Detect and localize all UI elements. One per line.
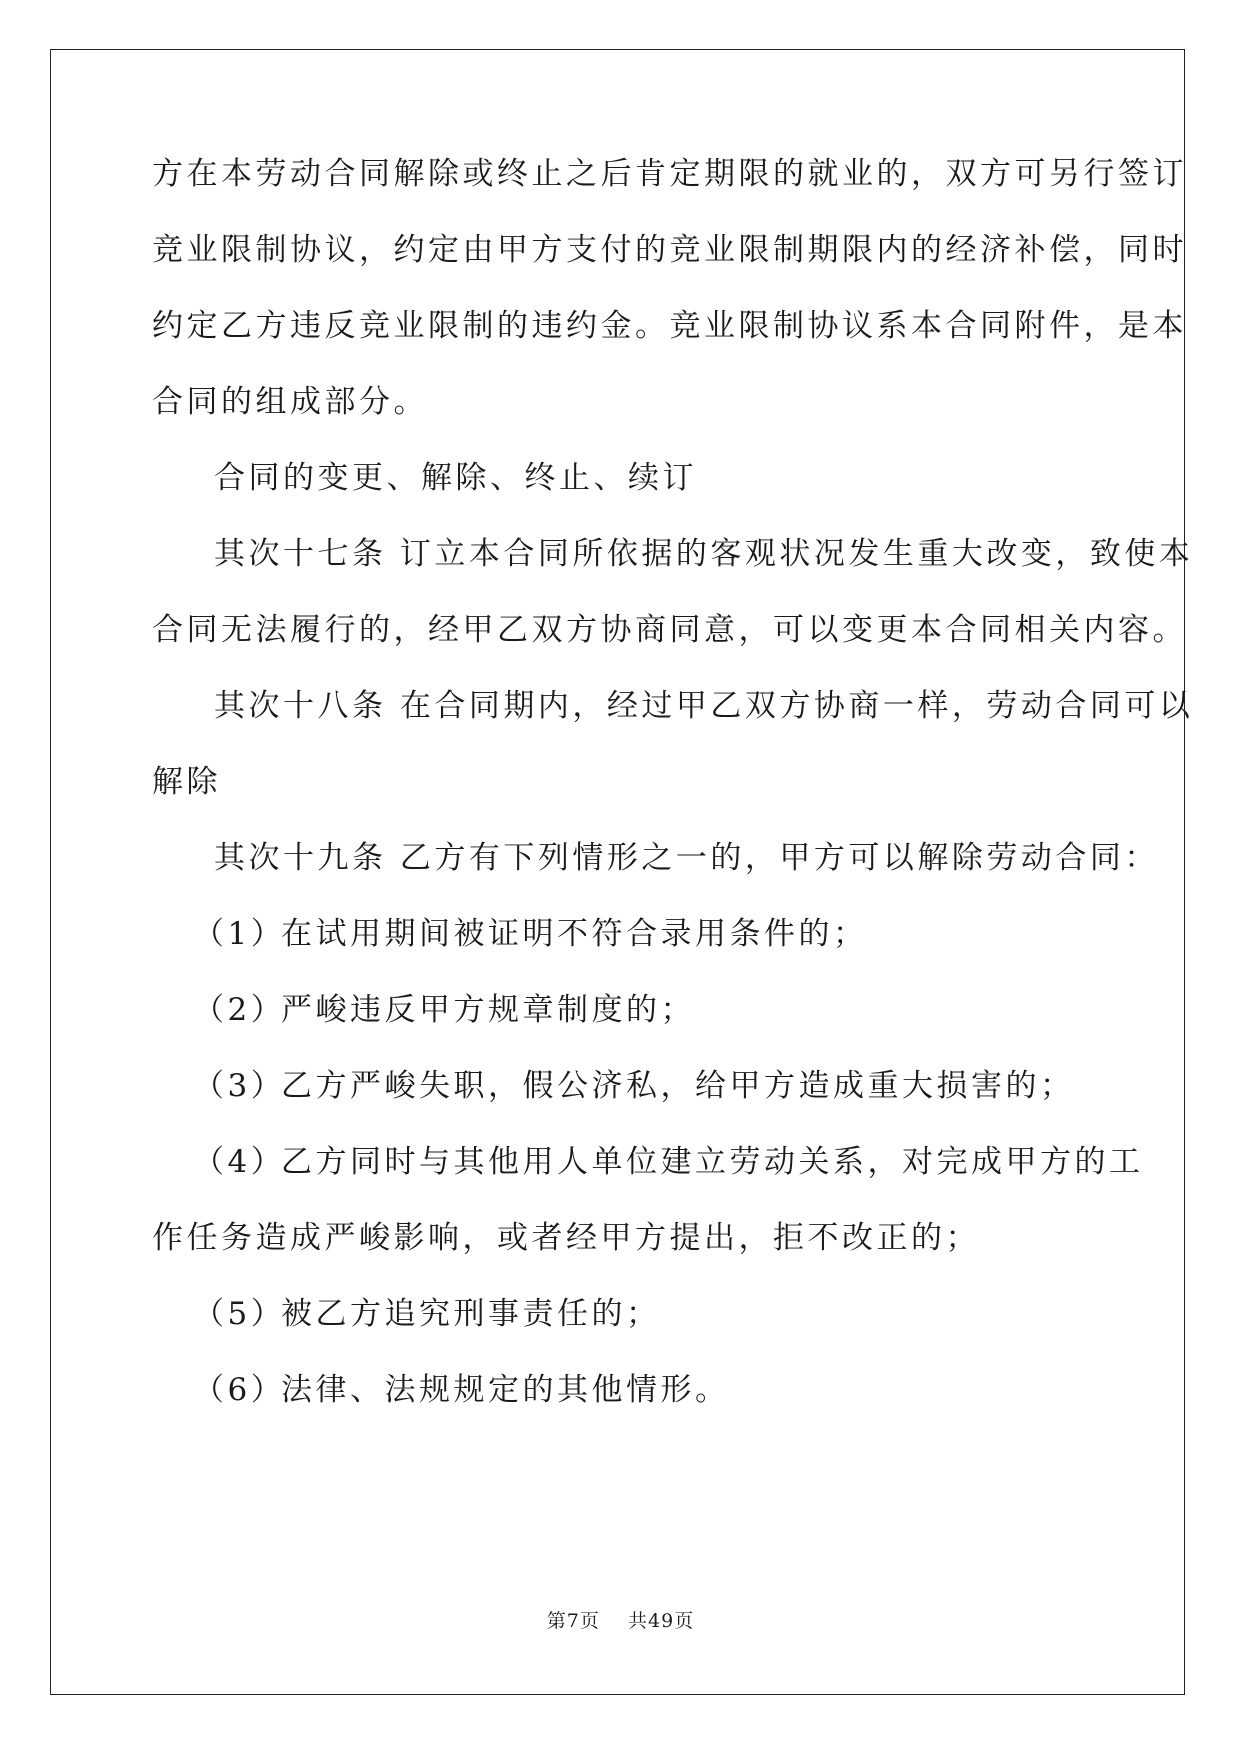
list-item-number: （2） <box>193 992 286 1028</box>
list-item <box>193 914 868 954</box>
paragraph-line: 解除 <box>152 764 221 800</box>
list-item-text: 在试用期间被证明不符合录用条件的； <box>281 916 868 952</box>
paragraph-line: 约定乙方违反竞业限制的违约金。竞业限制协议系本合同附件，是本 <box>152 308 1187 344</box>
paragraph-line: 方在本劳动合同解除或终止之后肯定期限的就业的，双方可另行签订 <box>152 156 1187 192</box>
article-17: 其次十七条 订立本合同所依据的客观状况发生重大改变，致使本 <box>214 536 1194 572</box>
page-number: 第7页 <box>546 1610 600 1632</box>
list-item-number: （5） <box>193 1296 286 1332</box>
list-item-text: 乙方同时与其他用人单位建立劳动关系，对完成甲方的工 <box>281 1144 1144 1180</box>
list-item-continuation <box>152 1218 980 1258</box>
page-footer <box>0 1609 1241 1633</box>
list-item <box>193 1066 1075 1106</box>
list-item-number: （4） <box>193 1144 286 1180</box>
list-item-number: （6） <box>193 1372 286 1408</box>
list-item-number: （3） <box>193 1068 286 1104</box>
list-item <box>193 1142 1144 1182</box>
list-item <box>193 990 695 1030</box>
paragraph-line: 合同的组成部分。 <box>152 384 428 420</box>
list-item-text: 严峻违反甲方规章制度的； <box>281 992 695 1028</box>
list-item-text: 作任务造成严峻影响，或者经甲方提出，拒不改正的； <box>152 1220 980 1256</box>
page-total: 共49页 <box>628 1610 695 1632</box>
list-item-text: 乙方严峻失职，假公济私，给甲方造成重大损害的； <box>281 1068 1075 1104</box>
list-item-number: （1） <box>193 916 286 952</box>
paragraph-line: 合同无法履行的，经甲乙双方协商同意，可以变更本合同相关内容。 <box>152 612 1187 648</box>
paragraph-line: 竞业限制协议，约定由甲方支付的竞业限制期限内的经济补偿，同时 <box>152 232 1187 268</box>
list-item <box>193 1370 730 1410</box>
list-item-text: 法律、法规规定的其他情形。 <box>281 1372 730 1408</box>
list-item-text: 被乙方追究刑事责任的； <box>281 1296 661 1332</box>
section-heading: 合同的变更、解除、终止、续订 <box>214 460 697 496</box>
list-item <box>193 1294 661 1334</box>
article-18: 其次十八条 在合同期内，经过甲乙双方协商一样，劳动合同可以 <box>214 688 1194 724</box>
article-19: 其次十九条 乙方有下列情形之一的，甲方可以解除劳动合同： <box>214 840 1159 876</box>
